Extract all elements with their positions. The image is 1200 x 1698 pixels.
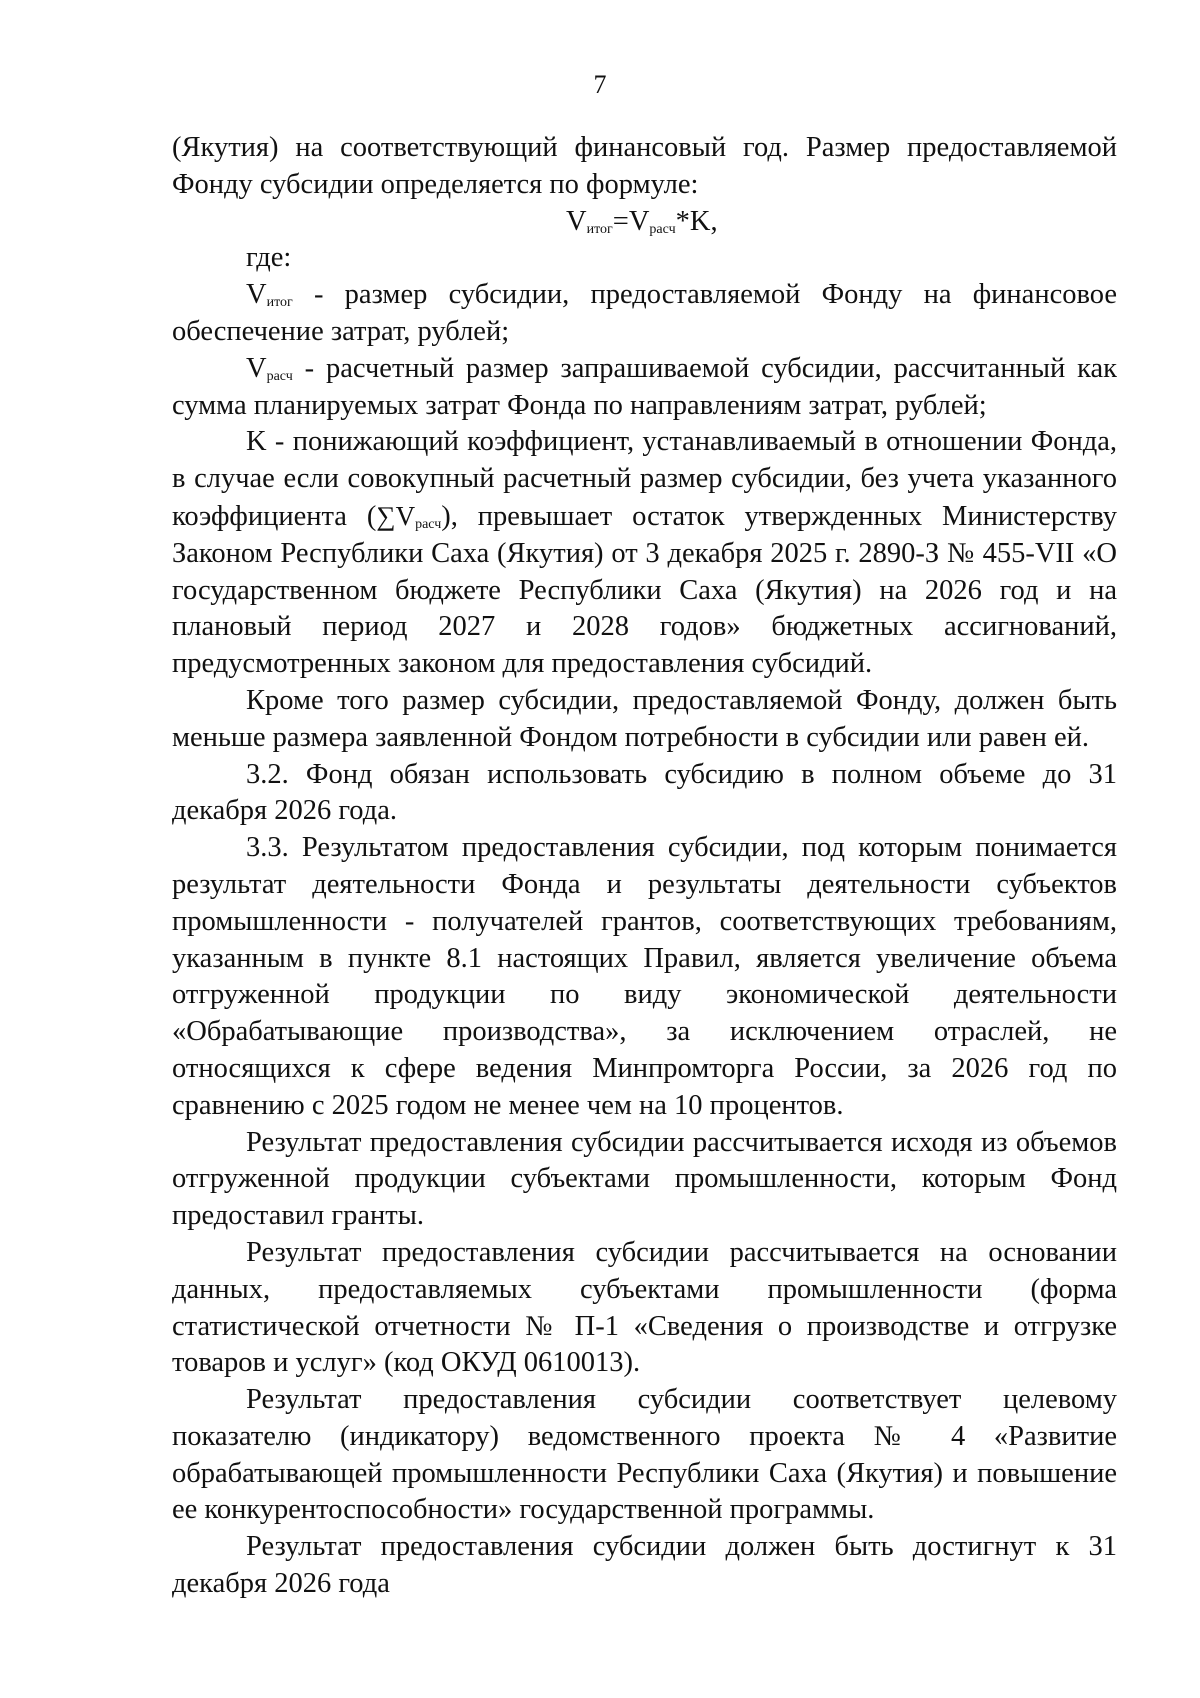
paragraph-where: где: <box>246 242 292 274</box>
clause-3-2: 3.2. Фонд обязан использовать субсидию в полном объеме до 31 декабря 2026 года. <box>172 758 1117 827</box>
paragraph-result-volume: Результат предоставления субсидии рассчитывается исходя из объемов отгруженной продукции субъектами промышленности, которым Фонд предоставил гранты. <box>172 1126 1117 1232</box>
paragraph-intro: (Якутия) на соответствующий финансовый год. Размер предоставляемой Фонду субсидии определяется по формуле: <box>172 132 1117 200</box>
definition-k: K - понижающий коэффициент, устанавливаемый в отношении Фонда, в случае если совокупный расчетный размер субсидии, без учета указанного коэффициента $(\sum V_{расч})$, превышает остаток утвержденных Министерству Законом Республики Саха (Якутия) от 3 декабря 2025 г. 2890-З № 455-VII «О государственном бюджете Республики Саха (Якутия) на 2026 год и на плановый период 2027 и 2028 годов» бюджетных ассигнований, предусмотренных законом для предоставления субсидий. <box>172 426 1117 680</box>
paragraph-result-indicator: Результат предоставления субсидии соответствует целевому показателю (индикатору) ведомственного проекта № 4 «Развитие обрабатывающей промышленности Республики Саха (Якутия) и повышение ее конкурентоспособности» государственной программы. <box>172 1384 1117 1526</box>
paragraph-result-deadline: Результат предоставления субсидии должен быть достигнут к 31 декабря 2026 года <box>172 1531 1117 1600</box>
definition-v-rasch: $V_{расч}$ - расчетный размер запрашиваемой субсидии, рассчитанный как сумма планируемых затрат Фонда по направлениям затрат, рублей; <box>172 352 1117 421</box>
paragraph-additionally: Кроме того размер субсидии, предоставляемой Фонду, должен быть меньше размера заявленной Фондом потребности в субсидии или равен ей. <box>172 684 1117 753</box>
document-body <box>172 130 1117 1603</box>
paragraph-result-data: Результат предоставления субсидии рассчитывается на основании данных, предоставляемых субъектами промышленности (форма статистической отчетности № П-1 «Сведения о производстве и отгрузке товаров и услуг» (код ОКУД 0610013). <box>172 1236 1117 1379</box>
clause-3-3: 3.3. Результатом предоставления субсидии, под которым понимается результат деятельности Фонда и результаты деятельности субъектов промышленности - получателей грантов, соответствующих требованиям, указанным в пункте 8.1 настоящих Правил, является увеличение объема отгруженной продукции по виду экономической деятельности «Обрабатывающие производства», за исключением отраслей, не относящихся к сфере ведения Минпромторга России, за 2026 год по сравнению с 2025 годом не менее чем на 10 процентов. <box>172 832 1117 1121</box>
page-number: 7 <box>593 70 607 99</box>
definition-v-itog: $V_{итог}$ - размер субсидии, предоставляемой Фонду на финансовое обеспечение затрат, рублей; <box>172 279 1117 347</box>
formula: $V_{итог}=V_{расч}*K$, <box>566 205 718 237</box>
